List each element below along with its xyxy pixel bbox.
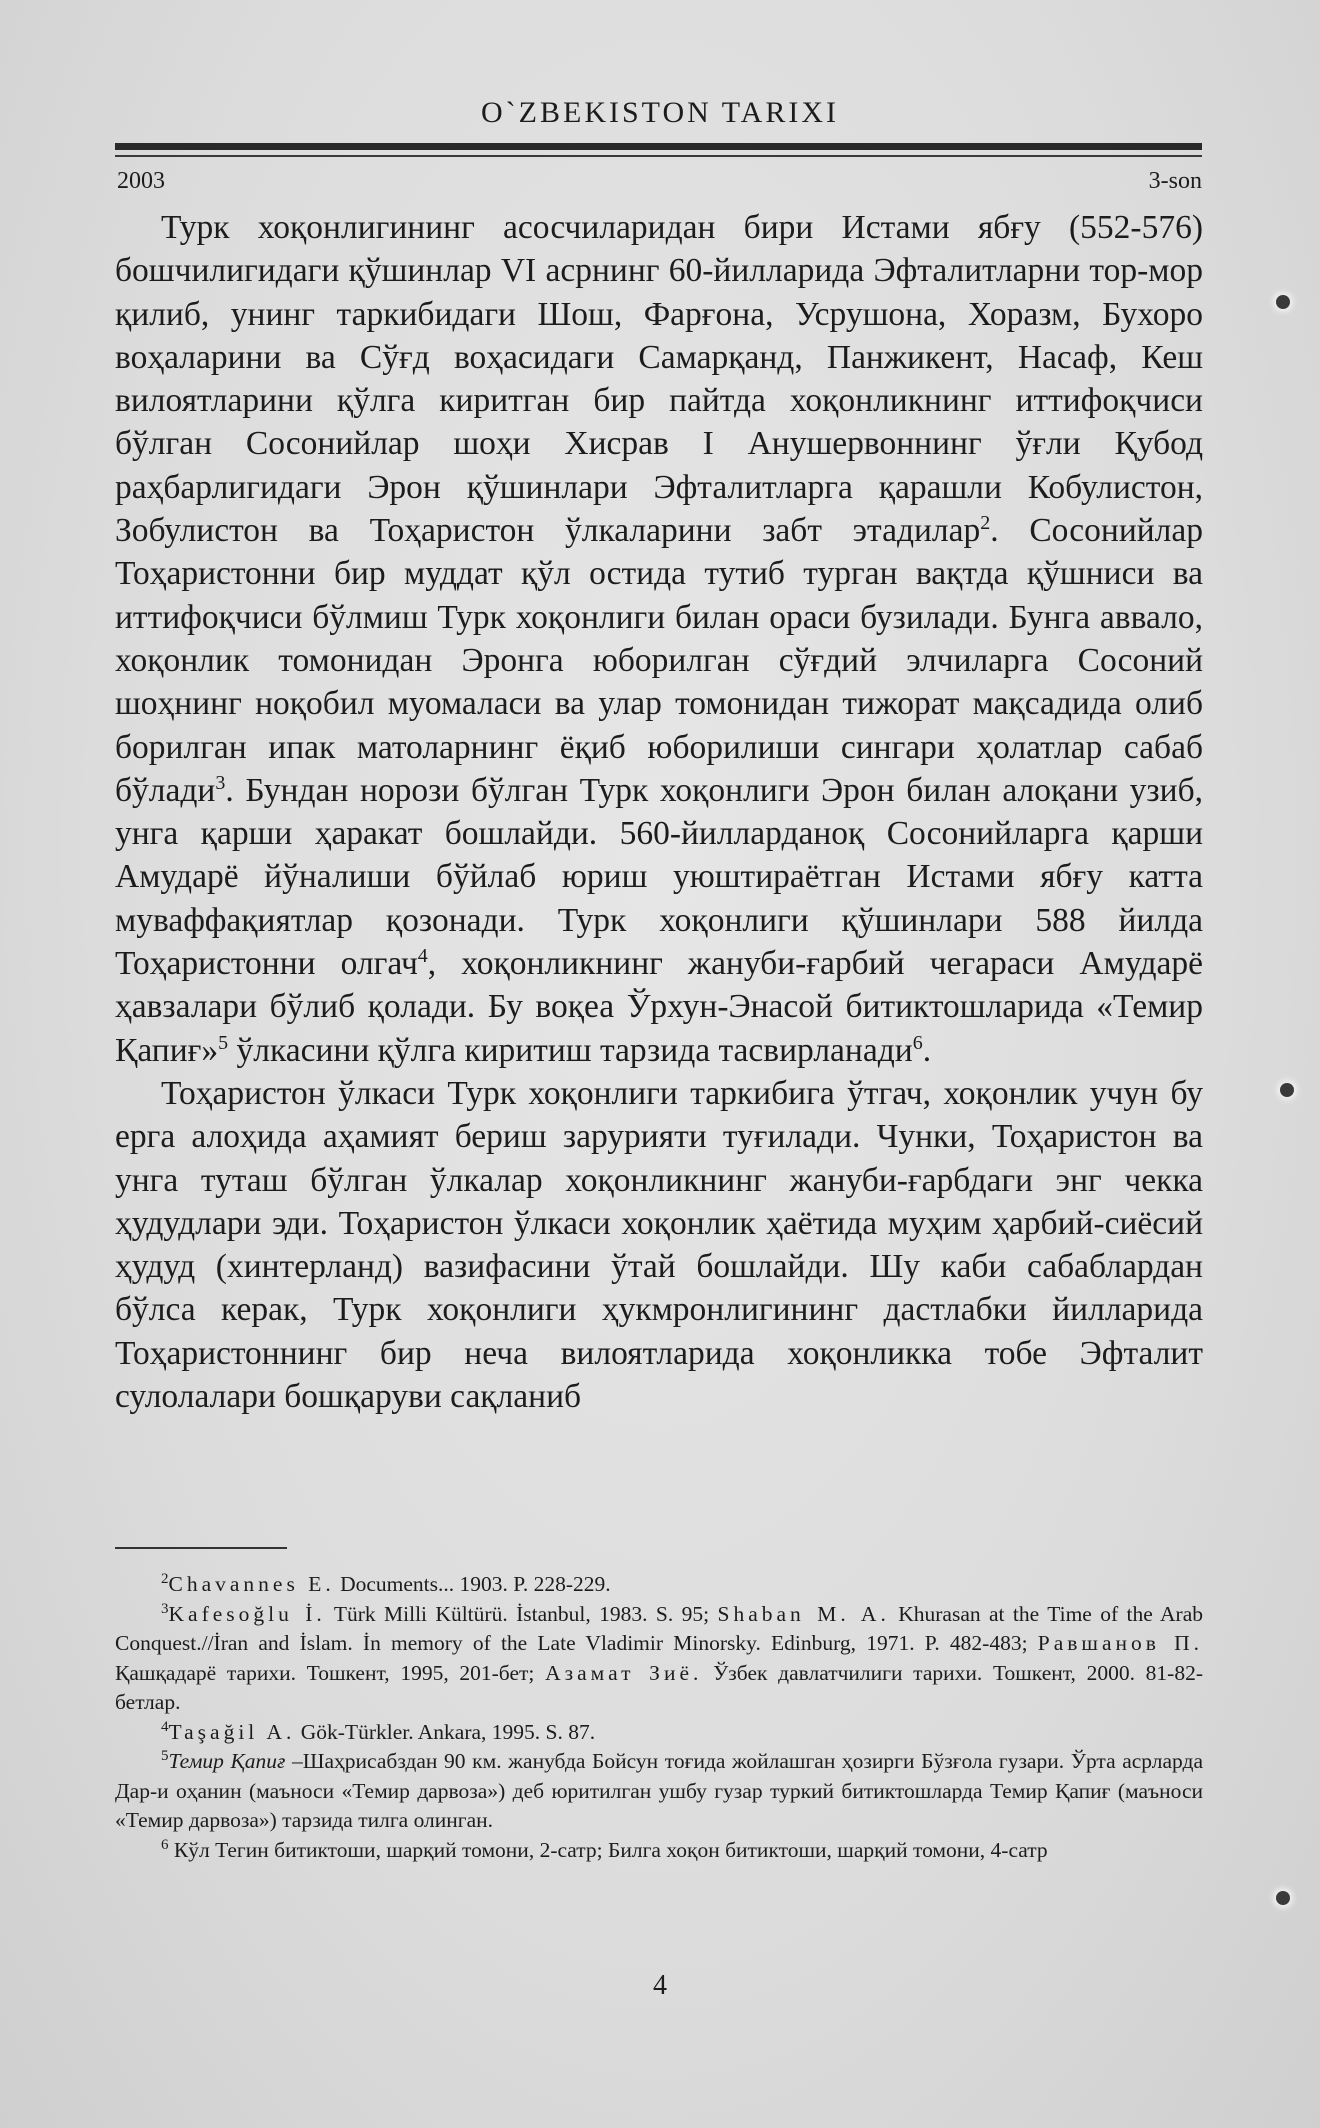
footnote-6	[115, 1836, 1203, 1866]
footnote-author: Азамат Зиё.	[545, 1660, 703, 1685]
issue-year: 2003	[117, 168, 165, 194]
footnote-ref: 3	[215, 771, 226, 794]
text-run: Турк хоқонлигининг асосчиларидан бири Истами ябғу (552-576) бошчилигидаги қўшинлар VI асрнинг 60-йилларида Эфталитларни тор-мор қилиб, унинг таркибидаги Шош, Фарғона, Усрушона, Хоразм, Бухоро воҳаларини ва Сўғд воҳасидаги Самарқанд, Панжикент, Насаф, Кеш вилоятларини қўлга киритган бир пайтда хоқонликнинг иттифоқчиси бўлган Сосонийлар шоҳи Хисрав I Анушервоннинг ўғли Қубод раҳбарлигидаги Эрон қўшинлари Эфталитларга қарашли Кобулистон, Зобулистон ва Тоҳаристон ўлкаларини забт этадилар	[115, 209, 1203, 550]
footnote-author: Kafesoğlu İ.	[168, 1601, 326, 1626]
main-text	[115, 206, 1203, 1418]
footnote-text: Ўзбек давлатчилиги тарихи. Тошкент, 2000. 81-82-бетлар.	[115, 1660, 1203, 1714]
footnotes	[115, 1570, 1203, 1865]
footnote-author: Chavannes E.	[168, 1572, 335, 1596]
footnote-text: Gök-Türkler. Ankara, 1995. S. 87.	[295, 1719, 596, 1744]
footnote-number: 3	[161, 1600, 169, 1617]
footnote-4	[115, 1718, 1203, 1748]
journal-title: O`ZBEKISTON TARIXI	[481, 96, 839, 129]
issue-number: 3-son	[1148, 168, 1202, 194]
paragraph: Тоҳаристон ўлкаси Турк хоқонлиги таркибига ўтгач, хоқонлик учун бу ерга алоҳида аҳамият бериш зарурияти туғилади. Чунки, Тоҳаристон ва унга туташ бўлган ўлкалар хоқонликнинг жануби-ғарбдаги энг чекка ҳудудлари эди. Тоҳаристон ўлкаси хоқонлик ҳаётида муҳим ҳарбий-сиёсий ҳудуд (хинтерланд) вазифасини ўтай бошлайди. Шу каби сабаблардан бўлса керак, Турк хоқонлиги ҳукмронлигининг дастлабки йилларида Тоҳаристоннинг бир неча вилоятларида хоқонликка тобе Эфталит сулолалари бошқаруви сақланиб	[115, 1074, 1203, 1416]
footnote-ref: 2	[980, 511, 991, 534]
footnote-text: Türk Milli Kültürü. İstanbul, 1983. S. 95;	[325, 1601, 718, 1626]
footnote-2	[115, 1570, 1203, 1600]
footnote-text: Қашқадарё тарихи. Тошкент, 1995, 201-бет;	[115, 1660, 546, 1685]
header-rule-thick	[115, 143, 1202, 150]
binding-hole-icon	[1276, 1891, 1290, 1905]
footnote-ref: 6	[912, 1031, 923, 1054]
footnote-term: Темир Қапиғ	[168, 1749, 286, 1773]
text-run: . Бундан норози бўлган Турк хоқонлиги Эрон билан алоқани узиб, унга қарши ҳаракат бошлайди. 560-йилларданоқ Сосонийларга қарши Амударё йўналиши бўйлаб юриш уюштираётган Истами ябғу катта муваффақиятлар қозонади. Турк хоқонлиги қўшинлари 588 йилда Тоҳаристонни олгач	[115, 771, 1203, 983]
footnote-5	[115, 1747, 1203, 1836]
footnote-number: 5	[161, 1747, 169, 1764]
text-run: ўлкасини қўлга киритиш тарзида тасвирланади	[228, 1031, 913, 1069]
binding-hole-icon	[1276, 295, 1290, 309]
footnote-author: Равшанов П.	[1037, 1631, 1204, 1655]
footnote-number: 6	[161, 1836, 169, 1853]
footnote-text: Khurasan at the Time of the Arab Conquest.//İran and İslam. İn memory of the Late Vladimir Minorsky. Edinburg, 1971. P. 482-483;	[115, 1601, 1204, 1655]
footnote-number: 4	[161, 1718, 169, 1735]
footnote-separator	[115, 1547, 287, 1549]
footnote-text: –Шаҳрисабздан 90 км. жанубда Бойсун тоғида жойлашган ҳозирги Бўзғола гузари. Ўрта асрларда Дар-и оҳанин (маъноси «Темир дарвоза») деб юритилган ушбу гузар туркий битиктошларда Темир Қапиғ (маъноси «Темир дарвоза») тарзида тилга олинган.	[115, 1749, 1203, 1832]
binding-hole-icon	[1280, 1083, 1294, 1097]
footnote-number: 2	[161, 1570, 169, 1587]
page-number: 4	[653, 1970, 667, 2001]
footnote-author: Shaban M. A.	[717, 1601, 890, 1626]
footnote-text: Documents... 1903. P. 228-229.	[334, 1572, 611, 1596]
paragraph	[115, 206, 1203, 1072]
footnote-3	[115, 1600, 1203, 1718]
header-rule-thin	[115, 155, 1202, 157]
footnote-ref: 5	[218, 1031, 229, 1054]
text-run: .	[922, 1031, 932, 1069]
footnote-ref: 4	[417, 944, 428, 967]
footnote-text: Кўл Тегин битиктоши, шарқий томони, 2-сатр; Билга хоқон битиктоши, шарқий томони, 4-сатр	[168, 1837, 1048, 1862]
text-run: , хоқонликнинг жануби-ғарбий чегараси Амударё ҳавзалари бўлиб қолади. Бу воқеа Ўрхун-Энасой битиктошларида «Темир Қапиғ»	[115, 945, 1203, 1069]
text-run: . Сосонийлар Тоҳаристонни бир муддат қўл остида тутиб турган вақтда қўшниси ва иттифоқчиси бўлмиш Турк хоқонлиги билан ораси бузилади. Бунга аввало, хоқонлик томонидан Эронга юборилган сўғдий элчиларга Сосоний шоҳнинг ноқобил муомаласи ва улар томонидан тижорат мақсадида олиб борилган ипак матоларнинг ёқиб юборилиши сингари ҳолатлар сабаб бўлади	[115, 512, 1204, 809]
footnote-author: Taşağil A.	[168, 1719, 296, 1744]
